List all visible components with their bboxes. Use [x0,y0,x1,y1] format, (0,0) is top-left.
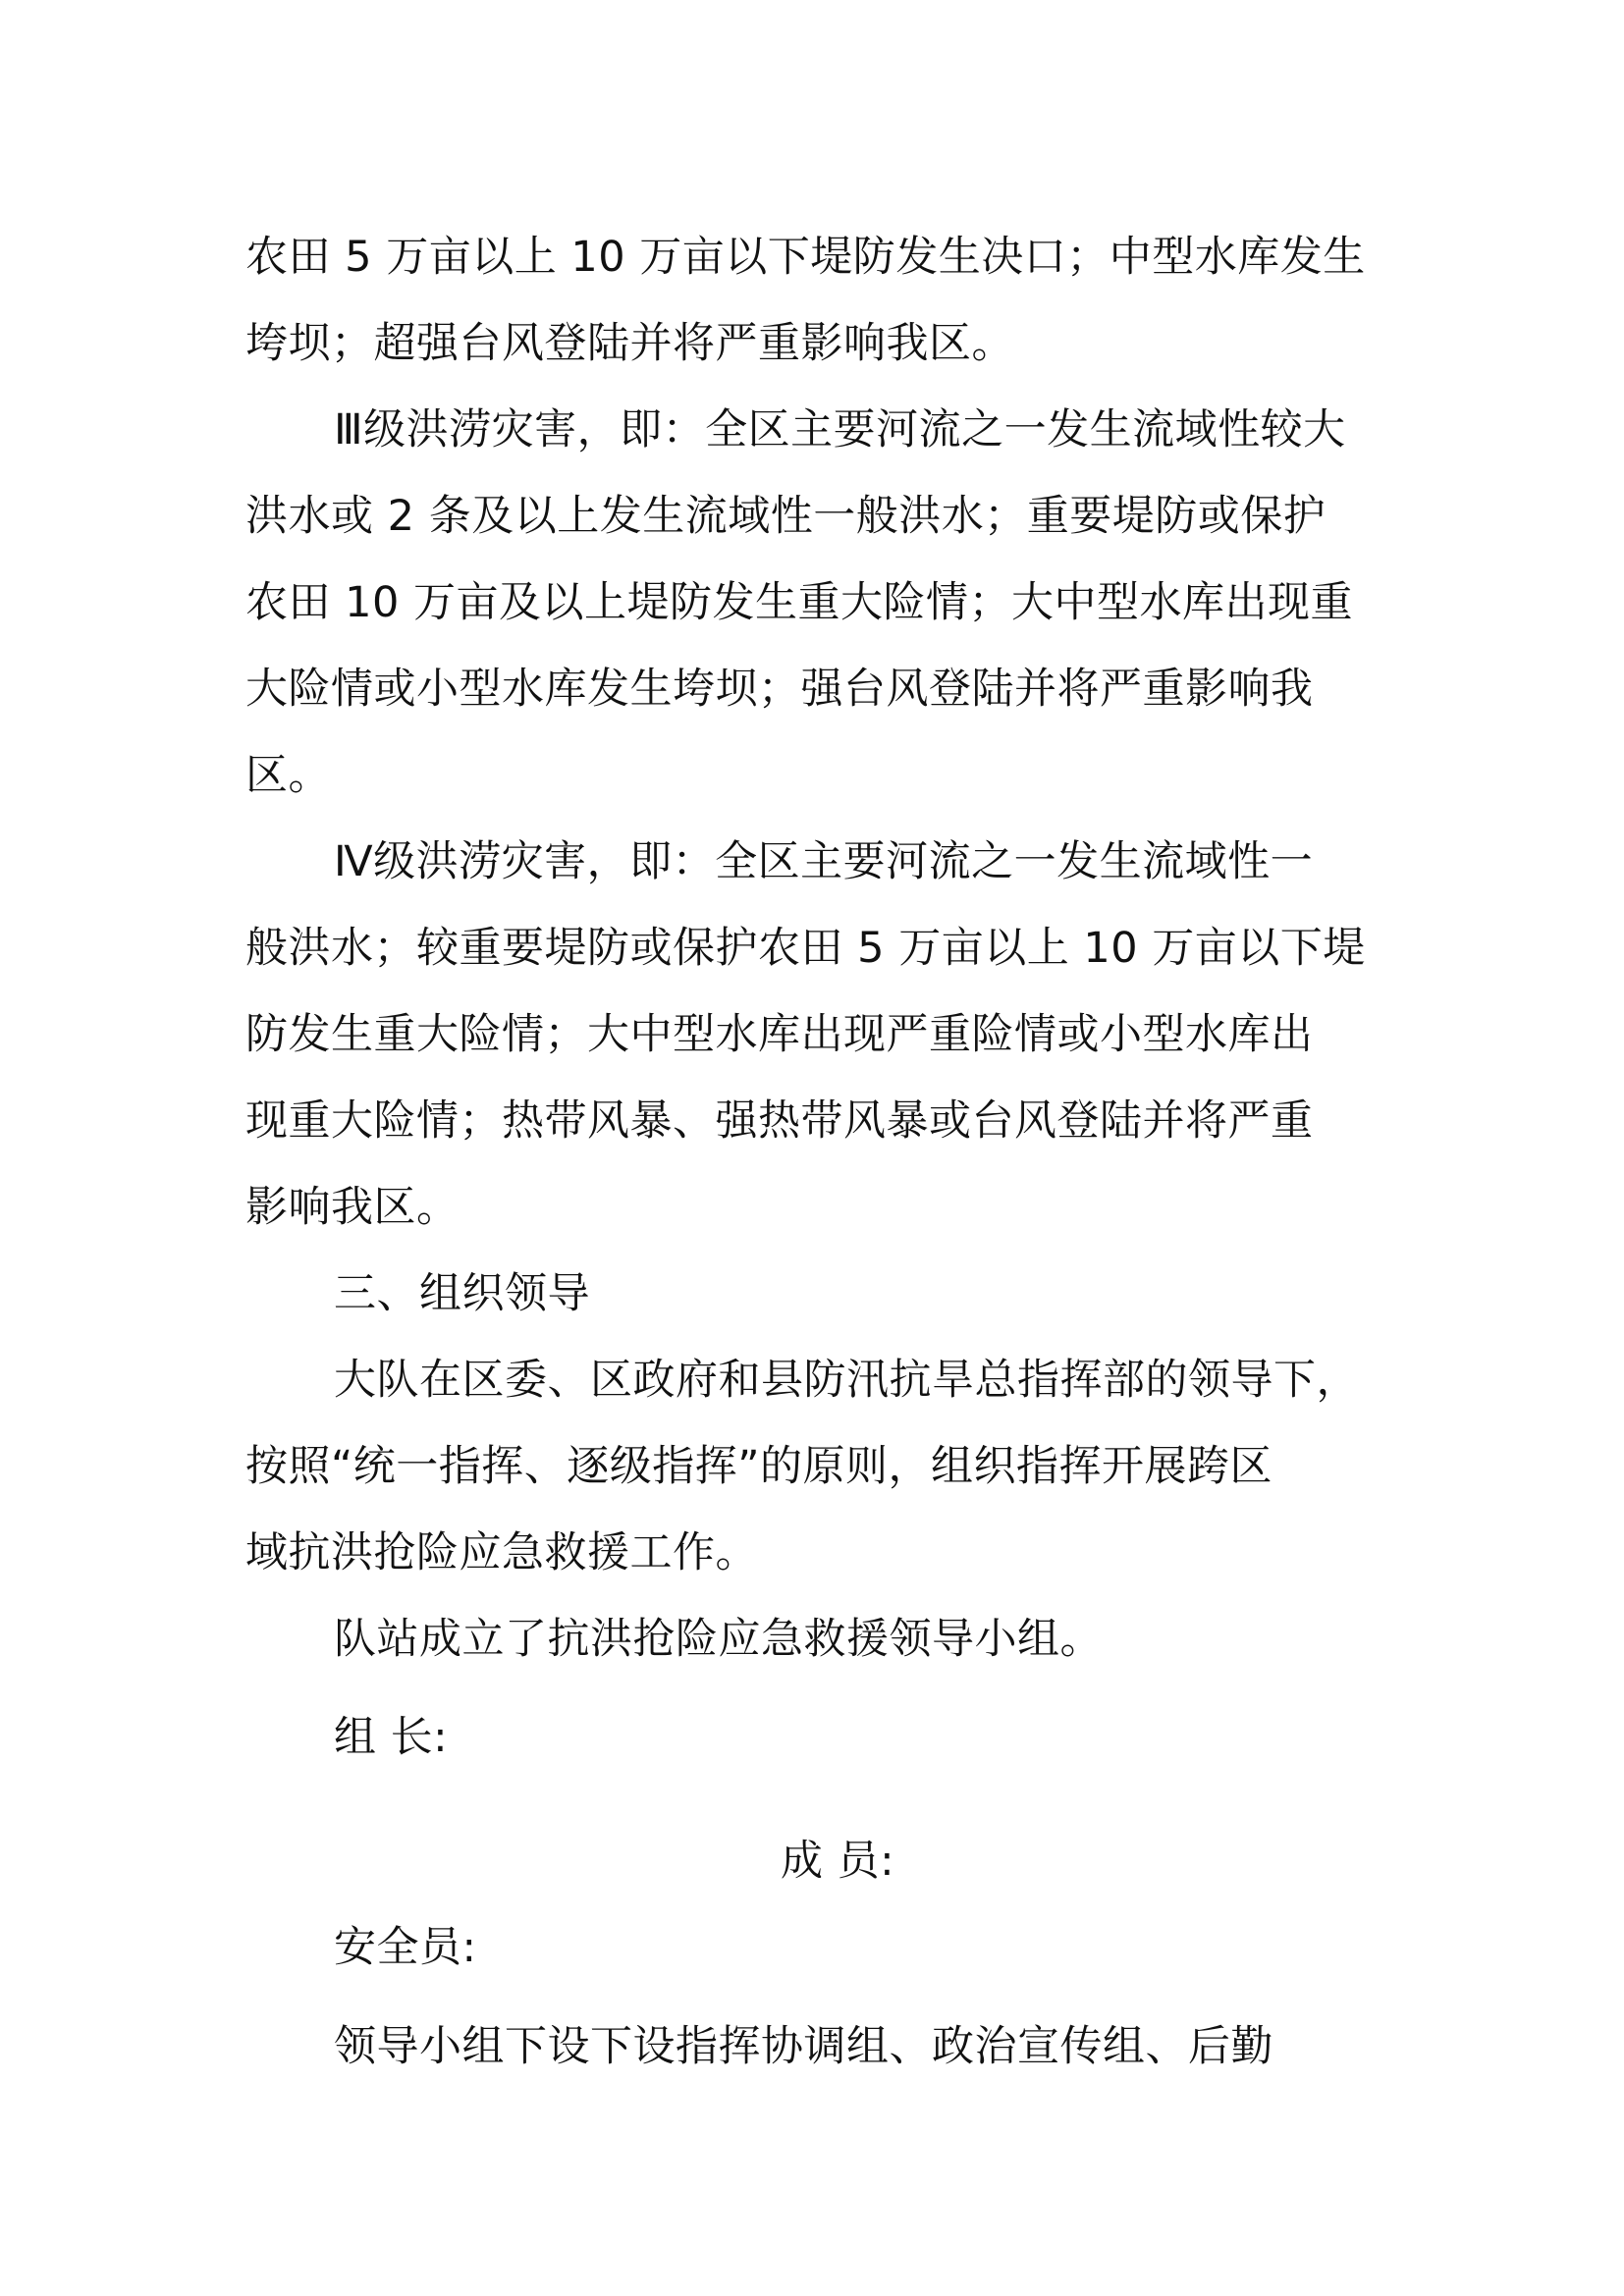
paragraph-3-line-4: 现重大险情；热带风暴、强热带风暴或台风登陆并将严重 [245,1096,1314,1146]
paragraph-6: 领导小组下设下设指挥协调组、政治宣传组、后勤 [334,2022,1273,2071]
paragraph-2-line-5: 区。 [245,751,331,800]
paragraph-3-line-3: 防发生重大险情；大中型水库出现严重险情或小型水库出 [245,1010,1314,1059]
group-leader-label: 组 长: [334,1713,449,1762]
paragraph-4-line-2: 按照“统一指挥、逐级指挥”的原则，组织指挥开展跨区 [245,1442,1273,1491]
section-heading: 三、组织领导 [334,1269,590,1318]
paragraph-1-line-2: 垮坝；超强台风登陆并将严重影响我区。 [245,319,1014,368]
paragraph-1-line-1: 农田 5 万亩以上 10 万亩以下堤防发生决口；中型水库发生 [245,233,1366,282]
paragraph-4-line-1: 大队在区委、区政府和县防汛抗旱总指挥部的领导下， [334,1356,1359,1405]
members-label: 成 员: [781,1837,895,1886]
paragraph-3-line-2: 般洪水；较重要堤防或保护农田 5 万亩以上 10 万亩以下堤 [245,924,1366,973]
paragraph-3-line-1: Ⅳ级洪涝灾害，即：全区主要河流之一发生流域性一 [334,837,1314,886]
paragraph-3-line-5: 影响我区。 [245,1183,460,1232]
paragraph-5: 队站成立了抗洪抢险应急救援领导小组。 [334,1615,1103,1664]
paragraph-2-line-1: Ⅲ级洪涝灾害，即：全区主要河流之一发生流域性较大 [334,405,1346,454]
paragraph-2-line-2: 洪水或 2 条及以上发生流域性一般洪水；重要堤防或保护 [245,492,1326,541]
safety-officer-label: 安全员: [334,1923,477,1972]
paragraph-2-line-3: 农田 10 万亩及以上堤防发生重大险情；大中型水库出现重 [245,578,1354,627]
paragraph-4-line-3: 域抗洪抢险应急救援工作。 [245,1528,758,1577]
paragraph-2-line-4: 大险情或小型水库发生垮坝；强台风登陆并将严重影响我 [245,665,1314,714]
